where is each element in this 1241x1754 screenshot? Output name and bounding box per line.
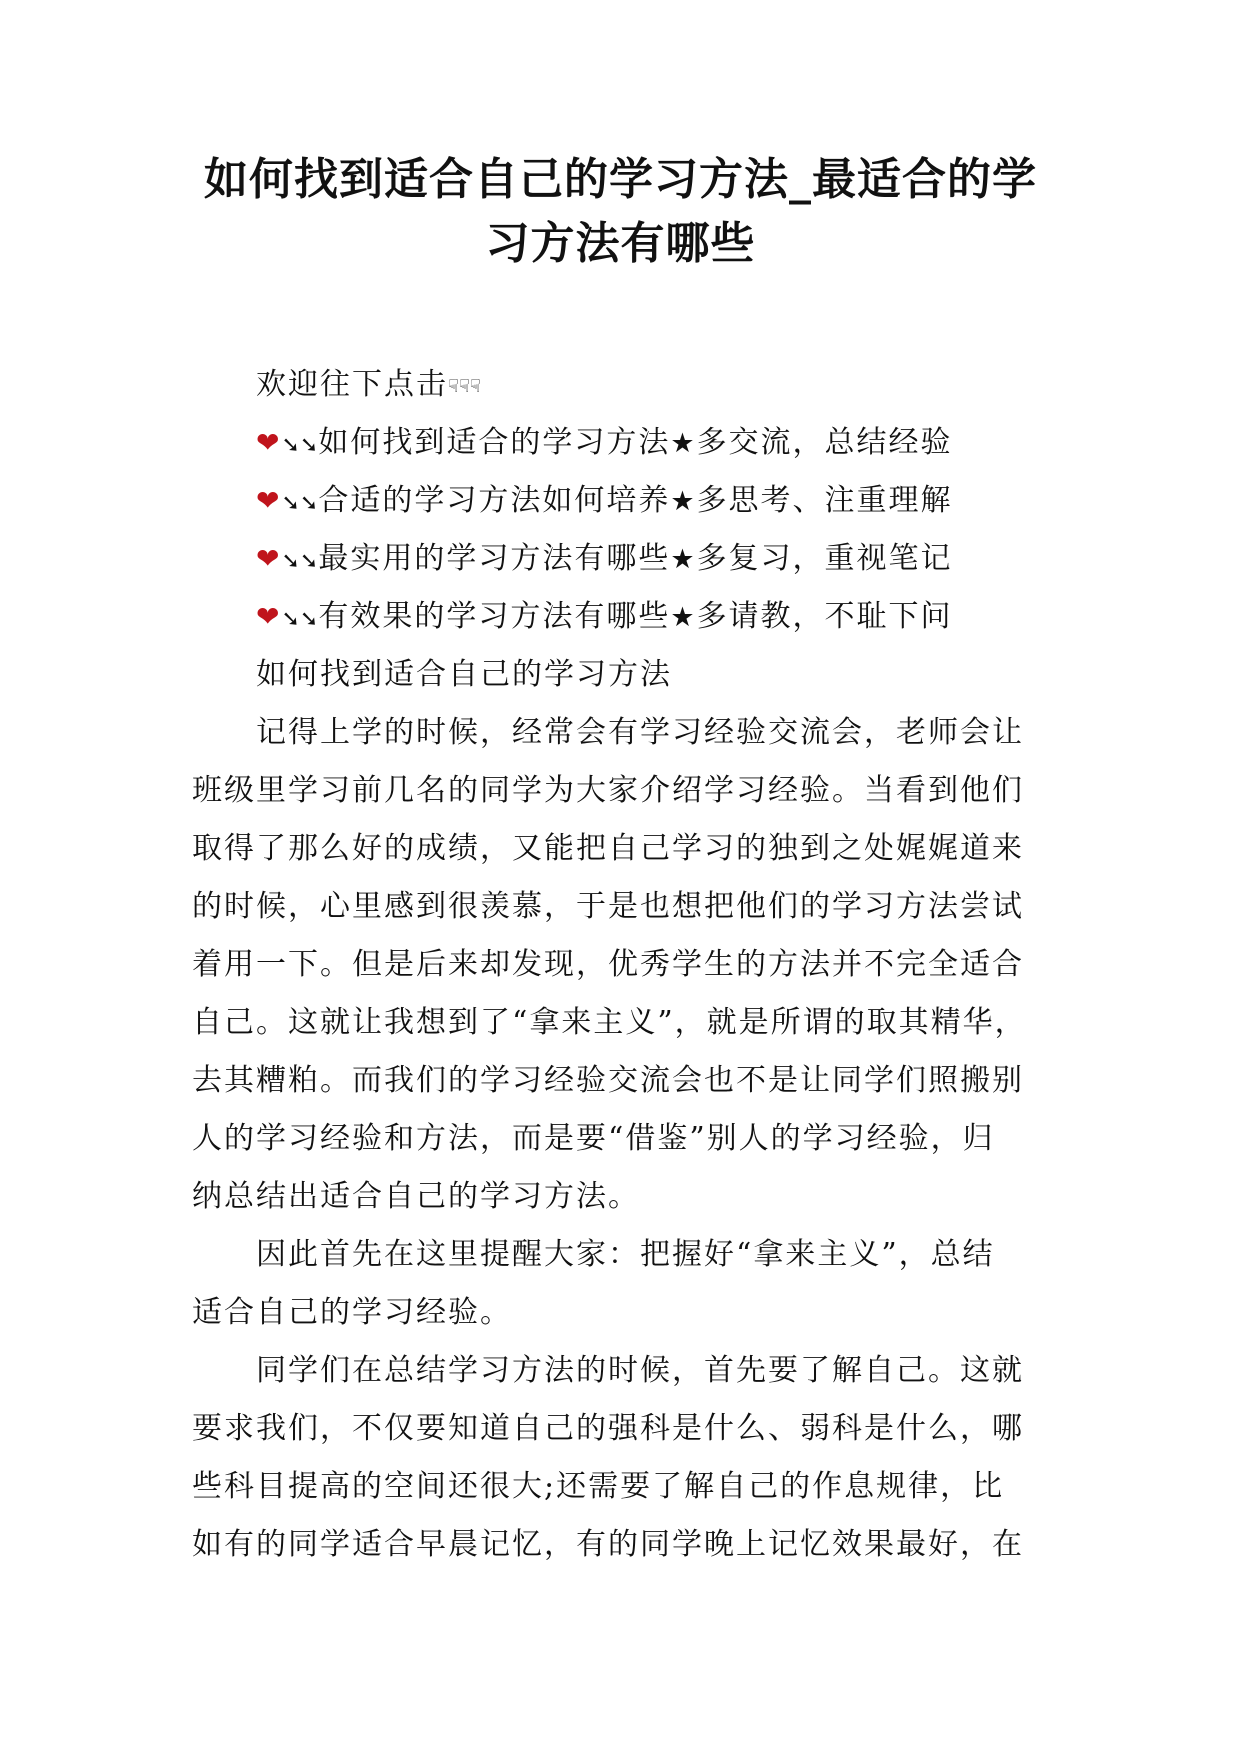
link-text[interactable]: 最实用的学习方法有哪些 [318, 541, 671, 576]
link-text[interactable]: 合适的学习方法如何培养 [318, 483, 671, 518]
link-subtitle[interactable]: 多请教，不耻下问 [696, 599, 953, 634]
paragraph-line: 自己。这就让我想到了“拿来主义”，就是所谓的取其精华， [192, 1005, 1027, 1040]
star-icon: ★ [670, 544, 697, 575]
link-text[interactable]: 如何找到适合的学习方法 [318, 425, 671, 460]
paragraph-line: 记得上学的时候，经常会有学习经验交流会，老师会让 [256, 715, 1024, 750]
paragraph-line: 的时候，心里感到很羡慕，于是也想把他们的学习方法尝试 [192, 889, 1024, 924]
heart-icon: ❤ [256, 426, 282, 459]
heart-icon: ❤ [256, 484, 282, 517]
paragraph-line: 取得了那么好的成绩，又能把自己学习的独到之处娓娓道来 [192, 831, 1024, 866]
star-icon: ★ [670, 486, 697, 517]
intro-text: 欢迎往下点击 [256, 367, 448, 402]
paragraph-line: 同学们在总结学习方法的时候，首先要了解自己。这就 [256, 1353, 1024, 1388]
body-paragraph [192, 704, 1052, 1226]
paragraph-line: 适合自己的学习经验。 [192, 1295, 512, 1330]
body-paragraph [192, 1342, 1052, 1574]
link-subtitle[interactable]: 多复习，重视笔记 [696, 541, 953, 576]
title-line-2: 习方法有哪些 [485, 218, 756, 269]
link-item[interactable] [192, 588, 1052, 646]
document-title [150, 148, 1091, 276]
title-line-1: 如何找到适合自己的学习方法_最适合的学 [204, 154, 1037, 205]
intro-line [192, 356, 1052, 414]
arrow-down-right-icon: ➘➘ [281, 491, 319, 516]
paragraphs [192, 704, 1052, 1574]
paragraph-line: 因此首先在这里提醒大家：把握好“拿来主义”，总结 [256, 1237, 995, 1272]
document-body [192, 356, 1052, 1574]
arrow-down-right-icon: ➘➘ [281, 549, 319, 574]
paragraph-line: 些科目提高的空间还很大;还需要了解自己的作息规律，比 [192, 1469, 1005, 1504]
paragraph-line: 如有的同学适合早晨记忆，有的同学晚上记忆效果最好，在 [192, 1527, 1024, 1562]
link-list [192, 414, 1052, 646]
paragraph-line: 着用一下。但是后来却发现，优秀学生的方法并不完全适合 [192, 947, 1024, 982]
link-subtitle[interactable]: 多交流，总结经验 [696, 425, 953, 460]
heart-icon: ❤ [256, 542, 282, 575]
link-text[interactable]: 有效果的学习方法有哪些 [318, 599, 671, 634]
body-paragraph [192, 1226, 1052, 1342]
paragraph-line: 要求我们，不仅要知道自己的强科是什么、弱科是什么，哪 [192, 1411, 1024, 1446]
section-heading: 如何找到适合自己的学习方法 [256, 657, 672, 692]
paragraph-line: 纳总结出适合自己的学习方法。 [192, 1179, 640, 1214]
paragraph-line: 班级里学习前几名的同学为大家介绍学习经验。当看到他们 [192, 773, 1024, 808]
link-item[interactable] [192, 414, 1052, 472]
star-icon: ★ [670, 428, 697, 459]
paragraph-line: 去其糟粕。而我们的学习经验交流会也不是让同学们照搬别 [192, 1063, 1024, 1098]
link-item[interactable] [192, 472, 1052, 530]
link-item[interactable] [192, 530, 1052, 588]
paragraph-line: 人的学习经验和方法，而是要“借鉴”别人的学习经验，归 [192, 1121, 995, 1156]
pointing-down-hand-icon: ☟☟☟ [448, 376, 481, 397]
arrow-down-right-icon: ➘➘ [281, 433, 319, 458]
arrow-down-right-icon: ➘➘ [281, 607, 319, 632]
star-icon: ★ [670, 602, 697, 633]
heart-icon: ❤ [256, 600, 282, 633]
link-subtitle[interactable]: 多思考、注重理解 [696, 483, 953, 518]
